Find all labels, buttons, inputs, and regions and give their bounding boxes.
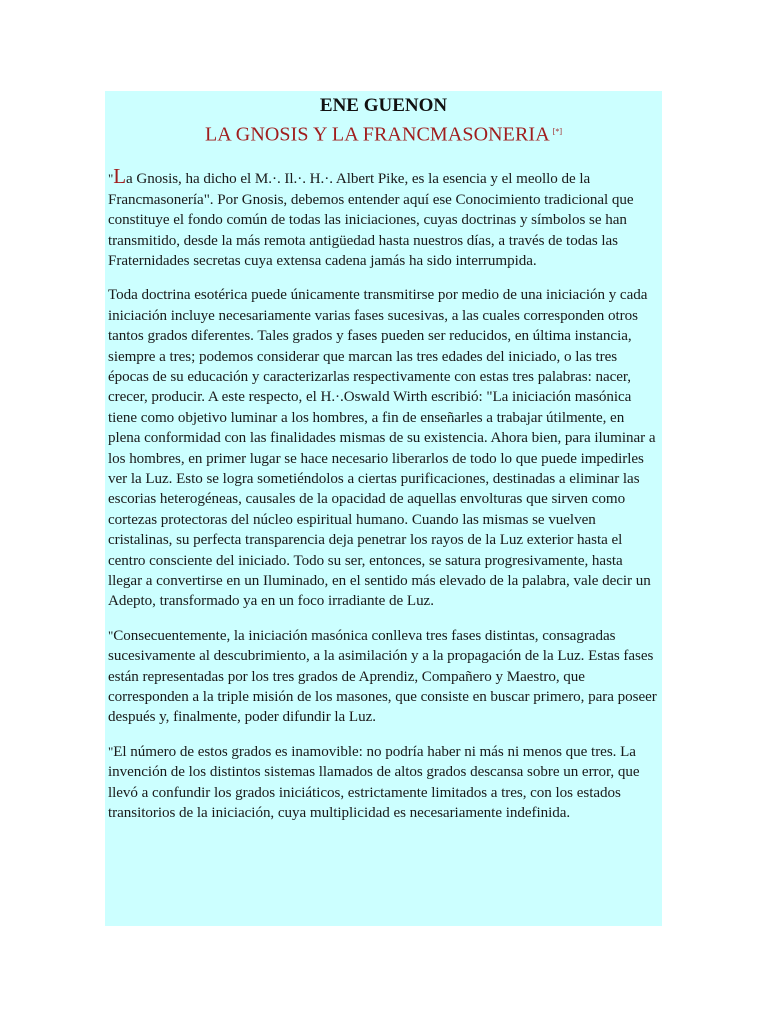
document-page (105, 91, 662, 926)
footnote-link[interactable]: [*] (552, 127, 563, 136)
paragraph-1 (108, 164, 659, 271)
author-heading: ENE GUENON (319, 95, 448, 116)
paragraph-4 (108, 742, 659, 824)
paragraph-3 (108, 626, 659, 728)
paragraph-1-text: a Gnosis, ha dicho el M.·. Il.·. H.·. Albert Pike, es la esencia y el meollo de la Francmasonería". Por Gnosis, debemos entender aquí ese Conocimiento tradicional que constituye el fondo común de todas las iniciaciones, cuyas doctrinas y símbolos se han transmitido, desde la más remota antigüedad hasta nuestros días, a través de todas las Fraternidades secretas cuya extensa cadena jamás ha sido interrumpida. (108, 171, 634, 269)
document-title: LA GNOSIS Y LA FRANCMASONERIA (204, 123, 550, 146)
open-quote: " (108, 743, 114, 759)
title-line (108, 119, 659, 149)
drop-cap: L (113, 164, 127, 189)
paragraph-3-text: Consecuentemente, la iniciación masónica conlleva tres fases distintas, consagradas sucesivamente al descubrimiento, a la asimilación y a la propagación de la Luz. Estas fases están representadas por los tres grados de Aprendiz, Compañero y Maestro, que corresponden a la triple misión de los masones, que consiste en buscar primero, para poseer después y, finalmente, poder difundir la Luz. (108, 627, 657, 726)
paragraph-4-text: El número de estos grados es inamovible: no podría haber ni más ni menos que tres. La invención de los distintos sistemas llamados de altos grados descansa sobre un error, que llevó a confundir los grados iniciáticos, estrictamente limitados a tres, con los estados transitorios de la iniciación, cuya multiplicidad es necesariamente indefinida. (108, 743, 640, 822)
open-quote: " (108, 171, 114, 187)
paragraph-2: Toda doctrina esotérica puede únicamente transmitirse por medio de una iniciación y cada iniciación incluye necesariamente varias fases sucesivas, a las cuales corresponden otros tantos grados diferentes. Tales grados y fases pueden ser reducidos, en última instancia, siempre a tres; podemos considerar que marcan las tres edades del iniciado, o las tres épocas de su educación y caracterizarlas respectivamente con estas tres palabras: nacer, crecer, producir. A este respecto, el H.·.Oswald Wirth escribió: "La iniciación masónica tiene como objetivo luminar a los hombres, a fin de enseñarles a trabajar útilmente, en plena conformidad con las finalidades mismas de su existencia. Ahora bien, para iluminar a los hombres, en primer lugar se hace necesario liberarlos de todo lo que puede impedirles ver la Luz. Esto se logra sometiéndolos a ciertas purificaciones, destinadas a eliminar las escorias heterogéneas, causales de la opacidad de aquellas envolturas que sirven como cortezas protectoras del núcleo espiritual humano. Cuando las mismas se vuelven cristalinas, su perfecta transparencia deja penetrar los rayos de la Luz exterior hasta el centro consciente del iniciado. Todo su ser, entonces, se satura progresivamente, hasta llegar a convertirse en un Iluminado, en el sentido más elevado de la palabra, vale decir un Adepto, transformado ya en un foco irradiante de Luz. (108, 287, 656, 610)
open-quote: " (108, 627, 114, 643)
